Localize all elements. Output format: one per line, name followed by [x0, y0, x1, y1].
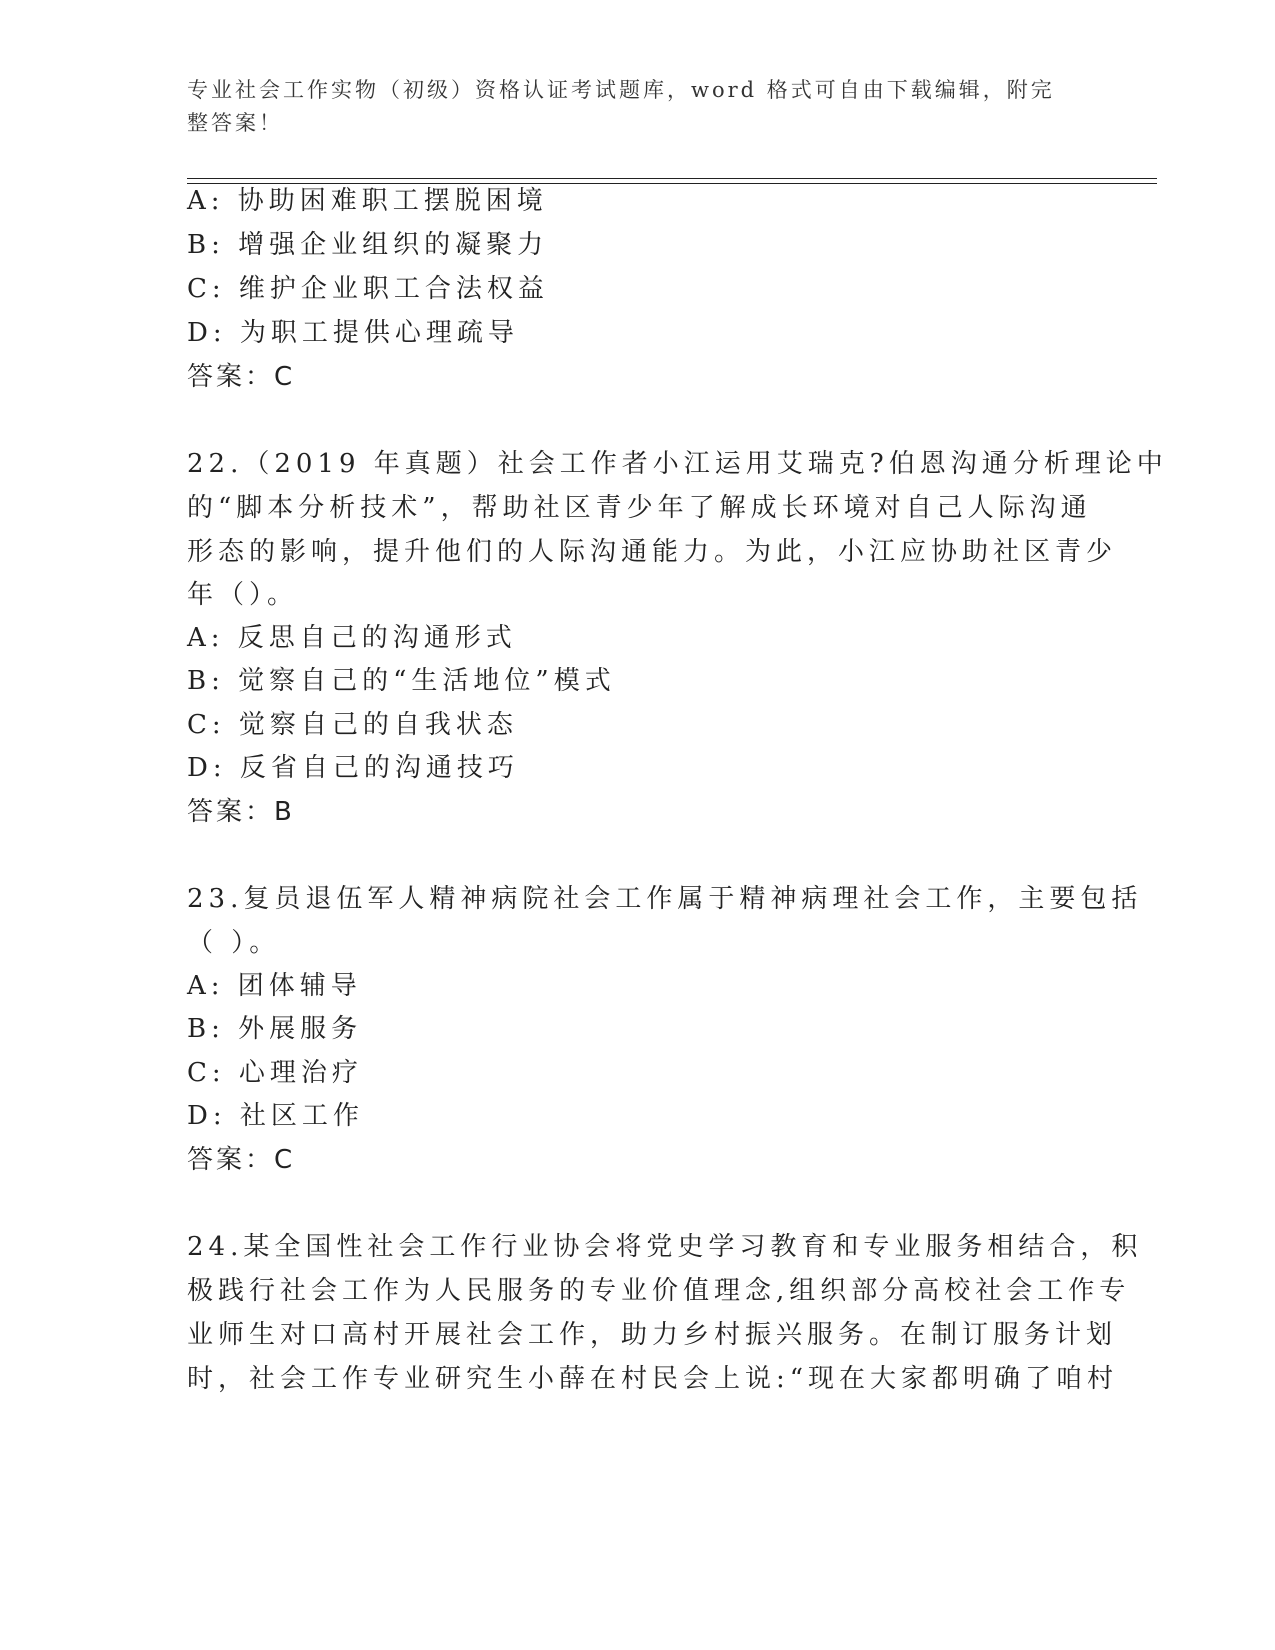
q21-option-c: C: 维护企业职工合法权益: [187, 274, 549, 304]
q21-answer: 答案：C: [187, 362, 296, 392]
q22-stem-line-3: 形态的影响，提升他们的人际沟通能力。为此，小江应协助社区青少: [187, 537, 1118, 567]
q21-option-d: D: 为职工提供心理疏导: [187, 318, 519, 348]
q22-answer: 答案：B: [187, 797, 295, 827]
q21-option-b: B: 增强企业组织的凝聚力: [187, 230, 549, 260]
q22-stem-line-1: 22.（2019 年真题）社会工作者小江运用艾瑞克?伯恩沟通分析理论中: [187, 449, 1168, 479]
q24-stem-line-4: 时，社会工作专业研究生小薛在村民会上说:“现在大家都明确了咱村: [187, 1364, 1119, 1394]
q23-option-c: C: 心理治疗: [187, 1058, 363, 1088]
q22-option-a: A: 反思自己的沟通形式: [187, 623, 517, 653]
q22-option-b: B: 觉察自己的“生活地位”模式: [187, 666, 616, 696]
q23-answer: 答案：C: [187, 1145, 296, 1175]
q21-option-a: A: 协助困难职工摆脱困境: [187, 186, 548, 216]
q23-option-a: A: 团体辅导: [187, 971, 362, 1001]
q22-stem-line-2: 的“脚本分析技术”，帮助社区青少年了解成长环境对自己人际沟通: [187, 493, 1092, 523]
q22-option-d: D: 反省自己的沟通技巧: [187, 753, 519, 783]
document-header: [187, 74, 1067, 140]
header-divider-bottom: [187, 183, 1157, 184]
q23-option-d: D: 社区工作: [187, 1101, 364, 1131]
q23-option-b: B: 外展服务: [187, 1014, 363, 1044]
header-divider-top: [187, 178, 1157, 179]
q23-stem-line-2: （ ）。: [187, 928, 281, 958]
q22-stem-line-4: 年（）。: [187, 580, 299, 610]
q24-stem-line-3: 业师生对口高村开展社会工作，助力乡村振兴服务。在制订服务计划: [187, 1320, 1118, 1350]
q24-stem-line-1: 24.某全国性社会工作行业协会将党史学习教育和专业服务相结合，积: [187, 1232, 1143, 1262]
q24-stem-line-2: 极践行社会工作为人民服务的专业价值理念,组织部分高校社会工作专: [187, 1276, 1131, 1306]
header-line-2: 整答案！: [187, 111, 283, 135]
header-line-1: 专业社会工作实物（初级）资格认证考试题库，word 格式可自由下载编辑，附完: [187, 78, 1055, 102]
q22-option-c: C: 觉察自己的自我状态: [187, 710, 518, 740]
q23-stem-line-1: 23.复员退伍军人精神病院社会工作属于精神病理社会工作，主要包括: [187, 884, 1143, 914]
